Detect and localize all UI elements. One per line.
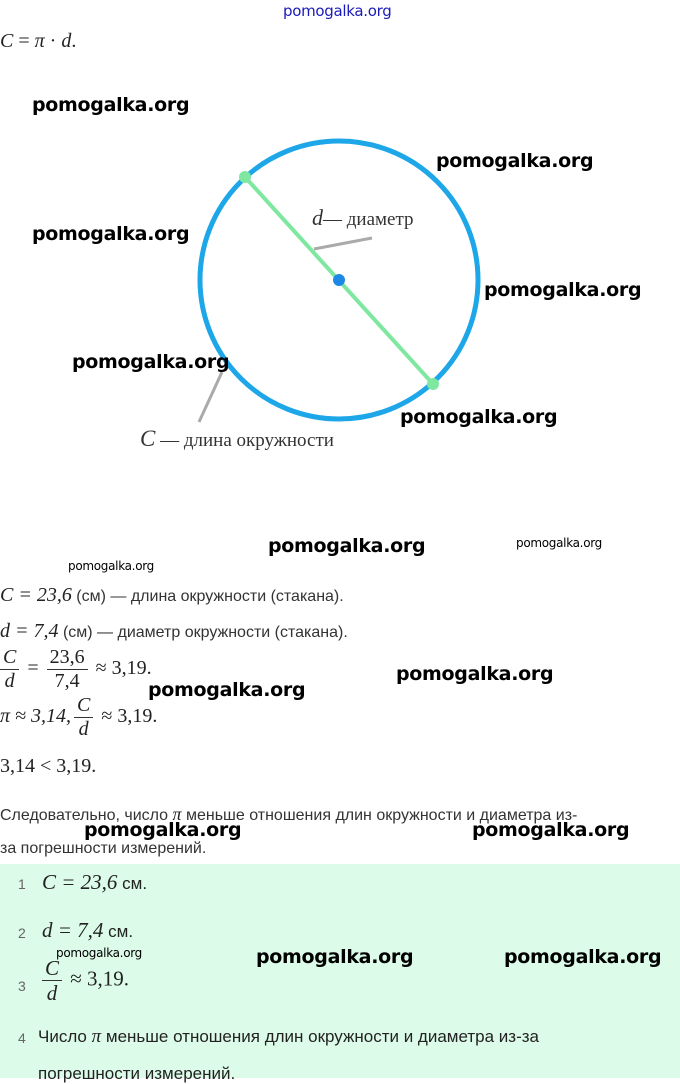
diameter-label-d: d	[312, 205, 323, 230]
conclusion-line-2: за погрешности измерений.	[0, 840, 207, 857]
answer-1-text: см.	[117, 874, 148, 893]
diameter-endpoint-top	[239, 171, 251, 183]
conclusion-pi: π	[172, 804, 182, 824]
center-point	[333, 274, 345, 286]
formula-pi: π	[34, 30, 45, 52]
diameter-label	[312, 205, 414, 231]
answer-number: 2	[18, 925, 26, 941]
pi-line-fraction	[74, 694, 93, 741]
watermark: pomogalka.org	[516, 536, 602, 550]
watermark: pomogalka.org	[84, 819, 242, 841]
answer-4-part-1: Число	[38, 1027, 92, 1046]
circumference-value-math: C = 23,6	[0, 584, 72, 606]
ratio-fraction-values	[47, 646, 88, 693]
formula-eq: =	[13, 30, 35, 52]
ratio-denominator-symbol: d	[4, 670, 15, 692]
diameter-pointer	[314, 238, 372, 249]
ratio-line	[0, 646, 152, 693]
conclusion-part-2: меньше отношения длин окружности и диаметра из-	[181, 807, 578, 824]
diameter-endpoint-bottom	[427, 378, 439, 390]
answer-3-denominator: d	[46, 981, 58, 1006]
diameter-value-math: d = 7,4	[0, 620, 59, 642]
pi-line-denominator: d	[78, 718, 89, 740]
watermark: pomogalka.org	[436, 150, 594, 172]
formula-d: d	[61, 30, 72, 52]
circumference-label-c: C	[140, 426, 156, 451]
answer-item-1	[42, 870, 147, 895]
circumference-value-text: (см) — длина окружности (стакана).	[71, 588, 344, 605]
watermark: pomogalka.org	[283, 2, 392, 20]
watermark: pomogalka.org	[148, 679, 306, 701]
circumference-label	[140, 426, 334, 452]
ratio-numerator-symbol: C	[0, 646, 19, 670]
watermark: pomogalka.org	[268, 535, 426, 557]
watermark: pomogalka.org	[32, 223, 190, 245]
watermark: pomogalka.org	[472, 819, 630, 841]
ratio-numerator-value: 23,6	[47, 646, 88, 670]
answer-number: 4	[18, 1030, 26, 1046]
pi-line-numerator: C	[74, 694, 93, 718]
inequality-line: 3,14 < 3,19.	[0, 755, 97, 777]
watermark: pomogalka.org	[72, 351, 230, 373]
answer-2-text: см.	[103, 922, 134, 941]
answer-4-pi: π	[91, 1026, 102, 1047]
circumference-pointer	[199, 372, 222, 422]
formula-c: C	[0, 30, 14, 52]
pi-compare-line	[0, 694, 157, 741]
ratio-fraction-symbolic	[0, 646, 19, 693]
answer-2-math: d = 7,4	[42, 918, 104, 942]
pi-approx: π ≈ 3,14,	[0, 705, 71, 728]
pi-line-rhs: ≈ 3,19.	[96, 705, 158, 728]
answer-3-numerator: C	[42, 956, 62, 981]
answer-item-4	[38, 1026, 539, 1048]
watermark: pomogalka.org	[256, 946, 414, 968]
formula-end: .	[71, 30, 77, 52]
answer-3-fraction	[42, 956, 62, 1005]
answer-item-4-line-2: погрешности измерений.	[38, 1064, 236, 1083]
answer-3-rhs: ≈ 3,19.	[65, 966, 130, 991]
answer-item-2	[42, 918, 133, 943]
answer-4-part-2: меньше отношения длин окружности и диаметра из-за	[101, 1027, 539, 1046]
answer-item-3	[42, 956, 129, 1005]
watermark: pomogalka.org	[56, 946, 142, 960]
watermark: pomogalka.org	[484, 279, 642, 301]
ratio-eq: =	[22, 657, 44, 680]
watermark: pomogalka.org	[396, 663, 554, 685]
watermark: pomogalka.org	[504, 946, 662, 968]
diameter-value-line	[0, 620, 348, 643]
diameter-value-text: (см) — диаметр окружности (стакана).	[58, 624, 348, 641]
conclusion-part-1: Следовательно, число	[0, 807, 173, 824]
diameter-label-text: — диаметр	[323, 209, 414, 230]
circle-diagram	[0, 0, 680, 520]
watermark: pomogalka.org	[400, 406, 558, 428]
ratio-approx: ≈ 3,19.	[90, 657, 152, 680]
circumference-label-text: — длина окружности	[155, 430, 334, 451]
watermark: pomogalka.org	[68, 559, 154, 573]
answer-number: 1	[18, 876, 26, 892]
circumference-value-line	[0, 584, 344, 607]
answer-number: 3	[18, 978, 26, 994]
watermark: pomogalka.org	[32, 94, 190, 116]
formula-dot: ·	[44, 30, 62, 52]
answer-1-math: C = 23,6	[42, 870, 118, 894]
ratio-denominator-value: 7,4	[54, 670, 80, 692]
